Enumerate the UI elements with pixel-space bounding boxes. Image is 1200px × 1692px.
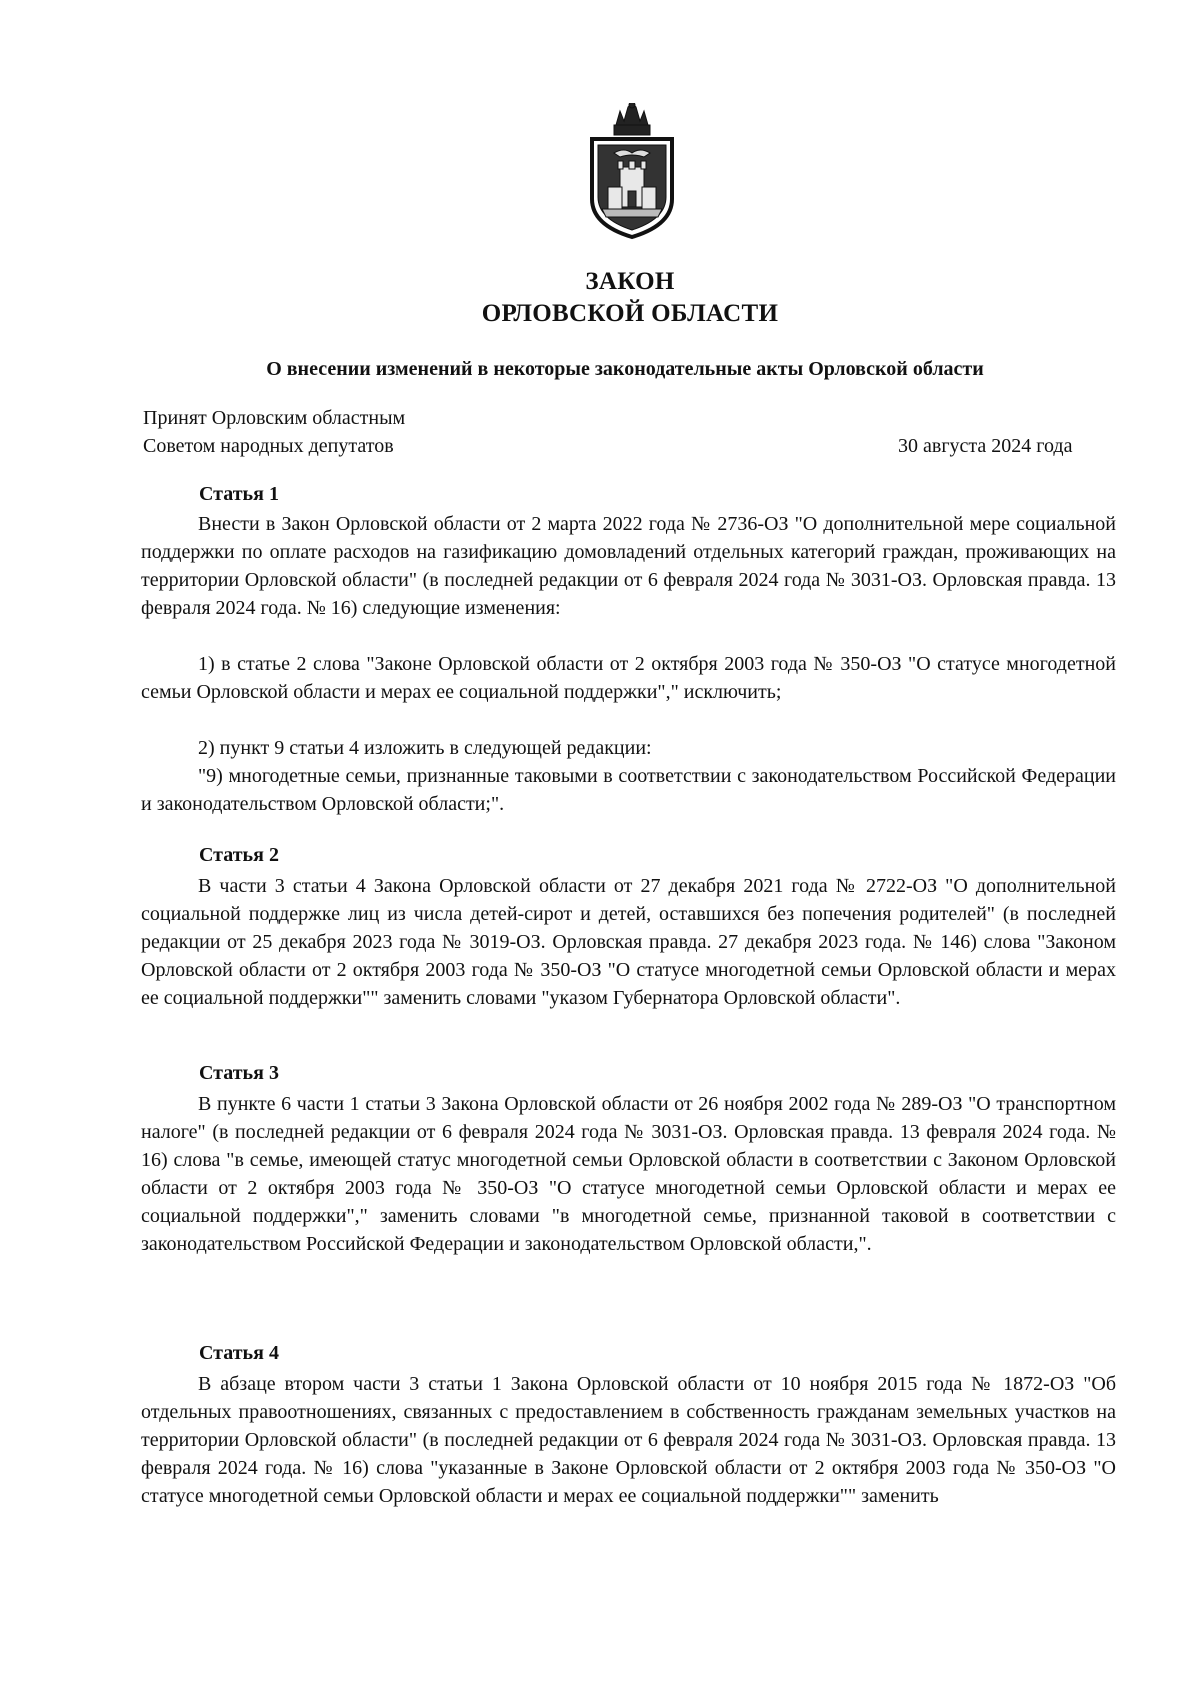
article-3-text: В пункте 6 части 1 статьи 3 Закона Орловской области от 26 ноября 2002 года № 289-ОЗ "О транспортном налоге" (в последней редакции от 6 февраля 2024 года № 3031-ОЗ. Орловская правда. 13 февраля 2024 года. № 16) слова "в семье, имеющей статус многодетной семьи Орловской области в соответствии с Законом Орловской области от 2 октября 2003 года № 350-ОЗ "О статусе многодетной семьи Орловской области и мерах ее социальной поддержки"," заменить словами "в многодетной семье, признанной таковой в соответствии с законодательством Российской Федерации и законодательством Орловской области,". [141,1093,1116,1255]
law-region-title: ОРЛОВСКОЙ ОБЛАСТИ [481,300,779,327]
article-1-item-1: 1) в статье 2 слова "Законе Орловской области от 2 октября 2003 года № 350-ОЗ "О статусе многодетной семьи Орловской области и мерах ее социальной поддержки"," исключить; [141,653,1116,703]
article-1-text: Внести в Закон Орловской области от 2 марта 2022 года № 2736-ОЗ "О дополнительной мере социальной поддержки по оплате расходов на газификацию домовладений отдельных категорий граждан, проживающих на территории Орловской области" (в последней редакции от 6 февраля 2024 года № 3031-ОЗ. Орловская правда. 13 февраля 2024 года. № 16) следующие изменения: [141,513,1116,619]
article-1-item-2-text: "9) многодетные семьи, признанные таковыми в соответствии с законодательством Российской Федерации и законодательством Орловской области;". [141,765,1116,815]
article-1-item-2: 2) пункт 9 статьи 4 изложить в следующей редакции: [198,737,652,759]
article-4-heading: Статья 4 [199,1342,279,1364]
orel-oblast-coat-of-arms-icon [584,103,680,241]
article-1-heading: Статья 1 [199,483,279,505]
law-subtitle: О внесении изменений в некоторые законодательные акты Орловской области [266,358,984,380]
article-2-heading: Статья 2 [199,844,279,866]
adoption-date: 30 августа 2024 года [898,435,1073,457]
article-3-heading: Статья 3 [199,1062,279,1084]
article-4-text: В абзаце втором части 3 статьи 1 Закона Орловской области от 10 ноября 2015 года № 1872-ОЗ "Об отдельных правоотношениях, связанных с предоставлением в собственность гражданам земельных участков на территории Орловской области" (в последней редакции от 6 февраля 2024 года № 3031-ОЗ. Орловская правда. 13 февраля 2024 года. № 16) слова "указанные в Законе Орловской области от 2 октября 2003 года № 350-ОЗ "О статусе многодетной семьи Орловской области и мерах ее социальной поддержки"" заменить [141,1373,1116,1507]
law-title: ЗАКОН [585,268,675,295]
article-2-text: В части 3 статьи 4 Закона Орловской области от 27 декабря 2021 года № 2722-ОЗ "О дополнительной социальной поддержке лиц из числа детей-сирот и детей, оставшихся без попечения родителей" (в последней редакции от 25 декабря 2023 года № 3019-ОЗ. Орловская правда. 27 декабря 2023 года. № 146) слова "Законом Орловской области от 2 октября 2003 года № 350-ОЗ "О статусе многодетной семьи Орловской области и мерах ее социальной поддержки"" заменить словами "указом Губернатора Орловской области". [141,875,1116,1009]
adoption-line-2: Советом народных депутатов [143,435,394,457]
adoption-line-1: Принят Орловским областным [143,407,406,429]
adoption-info [143,404,405,460]
